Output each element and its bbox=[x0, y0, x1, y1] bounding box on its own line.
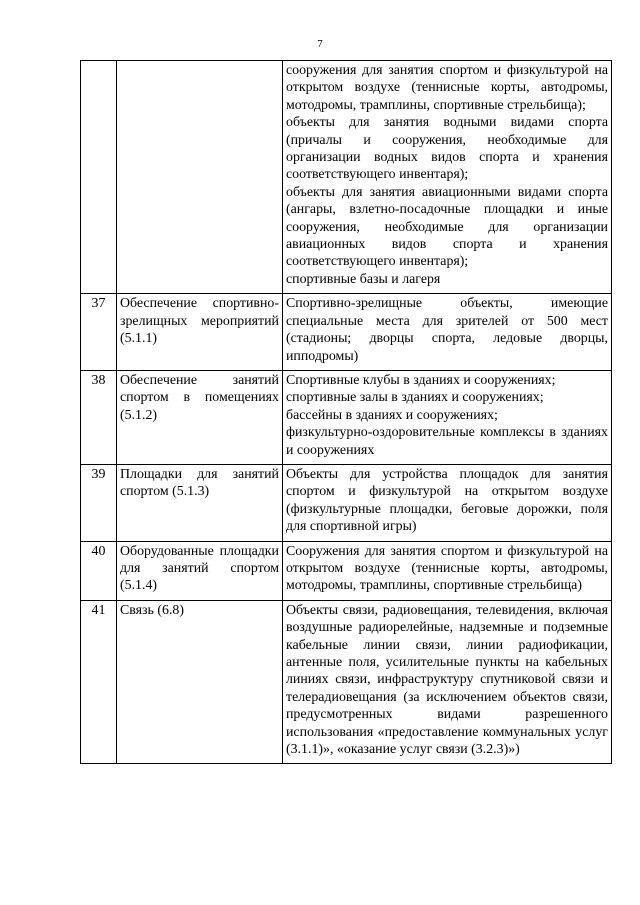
table-row bbox=[81, 61, 612, 294]
use-type-description bbox=[283, 600, 612, 764]
description-item: Объекты связи, радиовещания, телевидения, включая воздушные радиорелейные, надземные и подземные кабельные линии связи, линии радиофикации, антенные поля, усилительные пункты на кабельных линиях связи, инфраструктуру спутниковой связи и телерадиовещания (за исключением объектов связи, предусмотренных видами разрешенного использования «предоставление коммунальных услуг (3.1.1)», «оказание услуг связи (3.2.3)») bbox=[286, 602, 608, 758]
description-item: бассейны в зданиях и сооружениях; bbox=[286, 407, 498, 423]
use-type-description bbox=[283, 541, 612, 600]
description-item: Объекты для устройства площадок для занятия спортом и физкультурой на открытом воздухе (физкультурные площадки, беговые дорожки, поля для спортивной игры) bbox=[286, 466, 608, 535]
table-row bbox=[81, 541, 612, 600]
table-row bbox=[81, 600, 612, 764]
table-row bbox=[81, 294, 612, 371]
table-body bbox=[81, 61, 612, 764]
description-item: спортивные базы и лагеря bbox=[286, 271, 441, 287]
row-number: 40 bbox=[81, 541, 117, 600]
use-type-description bbox=[283, 464, 612, 541]
use-type-name: Площадки для занятий спортом (5.1.3) bbox=[117, 464, 283, 541]
row-number: 41 bbox=[81, 600, 117, 764]
table-row bbox=[81, 370, 612, 464]
use-type-name: Обеспечение спортивно-зрелищных мероприятий (5.1.1) bbox=[117, 294, 283, 371]
use-type-description bbox=[283, 61, 612, 294]
description-item: объекты для занятия авиационными видами спорта (ангары, взлетно-посадочные площадки и иные сооружения, необходимые для организации авиационных видов спорта и хранения соответствующего инвентаря); bbox=[286, 184, 608, 270]
use-type-name: Оборудованные площадки для занятий спортом (5.1.4) bbox=[117, 541, 283, 600]
row-number bbox=[81, 61, 117, 294]
use-type-name: Обеспечение занятий спортом в помещениях (5.1.2) bbox=[117, 370, 283, 464]
description-item: Сооружения для занятия спортом и физкультурой на открытом воздухе (теннисные корты, автодромы, мотодромы, трамплины, спортивные стрельбища) bbox=[286, 543, 608, 594]
description-item: сооружения для занятия спортом и физкультурой на открытом воздухе (теннисные корты, автодромы, мотодромы, трамплины, спортивные стрельбища); bbox=[286, 63, 608, 113]
description-item: Спортивные клубы в зданиях и сооружениях; bbox=[286, 372, 556, 388]
use-type-description bbox=[283, 370, 612, 464]
row-number: 38 bbox=[81, 370, 117, 464]
use-type-description bbox=[283, 294, 612, 371]
use-type-name: Связь (6.8) bbox=[117, 600, 283, 764]
page-number: 7 bbox=[317, 38, 323, 50]
description-item: объекты для занятия водными видами спорта (причалы и сооружения, необходимые для организации водных видов спорта и хранения соответствующего инвентаря); bbox=[286, 115, 608, 183]
row-number: 37 bbox=[81, 294, 117, 371]
row-number: 39 bbox=[81, 464, 117, 541]
table-row bbox=[81, 464, 612, 541]
description-item: Спортивно-зрелищные объекты, имеющие специальные места для зрителей от 500 мест (стадионы; дворцы спорта, ледовые дворцы, ипподромы) bbox=[286, 296, 608, 364]
description-item: физкультурно-оздоровительные комплексы в зданиях и сооружениях bbox=[286, 425, 608, 458]
description-item: спортивные залы в зданиях и сооружениях; bbox=[286, 390, 544, 406]
use-type-name bbox=[117, 61, 283, 294]
land-use-table bbox=[80, 60, 612, 764]
